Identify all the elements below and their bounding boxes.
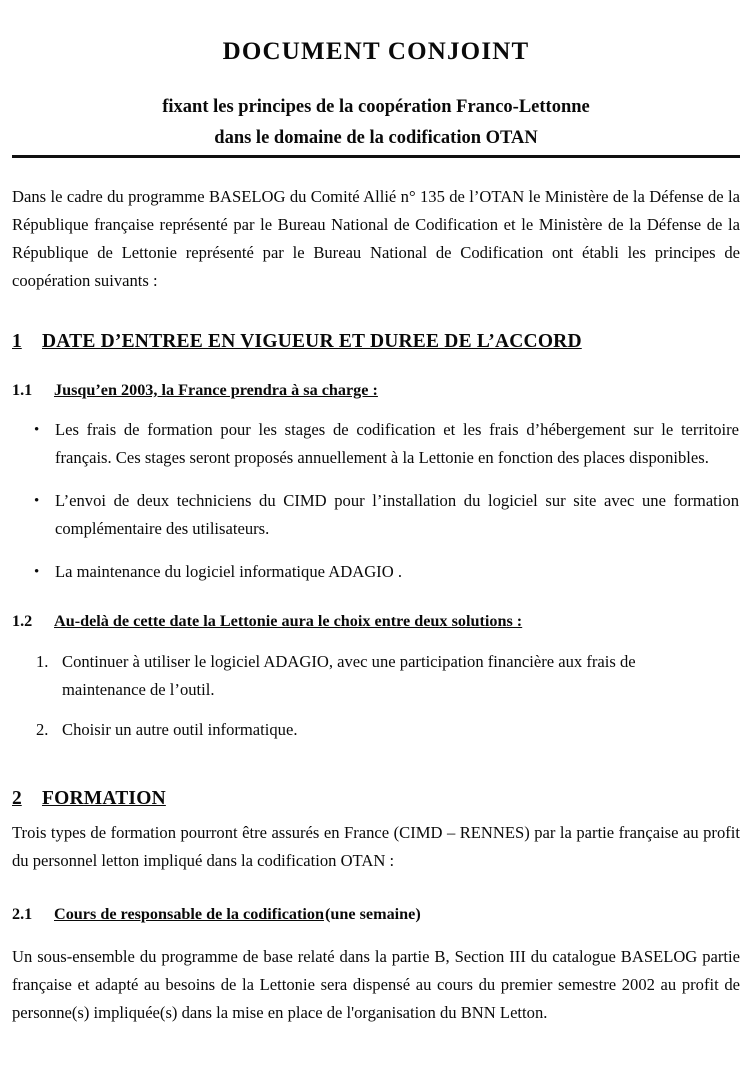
section-1-title: DATE D’ENTREE EN VIGUEUR ET DUREE DE L’ACCORD (42, 331, 582, 352)
section-2-1-title: Cours de responsable de la codification (54, 905, 324, 923)
page-title: DOCUMENT CONJOINT (222, 38, 530, 65)
bullet-icon: • (34, 564, 40, 580)
section-2-heading (12, 744, 740, 810)
section-2-number: 2 (12, 788, 22, 809)
list-item-text: Continuer à utiliser le logiciel ADAGIO, avec une participation financière aux frais de maintenance de l’outil. (62, 652, 636, 699)
list-item-number: 1. (36, 652, 49, 671)
section-1-2-number: 1.2 (12, 612, 33, 630)
section-2-1-paragraph: Un sous-ensemble du programme de base relaté dans la partie B, Section III du catalogue BASELOG partie française et adapté au besoins de la Lettonie sera dispensé au cours du premier semestre 2002 au profit de personne(s) impliquée(s) dans la mise en place de l'organisation du BNN Letton. (12, 947, 740, 1022)
document-body (12, 0, 740, 148)
list-item-text: Choisir un autre outil informatique. (62, 720, 298, 739)
list-item (12, 716, 740, 744)
section-2-1-heading (12, 875, 740, 924)
section-1-2-heading (12, 586, 740, 631)
section-2-title: FORMATION (42, 788, 166, 809)
bullet-icon: • (34, 493, 40, 509)
list-item (12, 416, 740, 487)
section-1-1-heading (12, 353, 740, 400)
list-item (12, 487, 740, 558)
section-1-number: 1 (12, 331, 22, 352)
section-1-1-title: Jusqu’en 2003, la France prendra à sa charge : (54, 381, 378, 399)
list-item-number: 2. (36, 720, 49, 739)
bullet-icon: • (34, 422, 40, 438)
section-2-lead-paragraph: Trois types de formation pourront être assurés en France (CIMD – RENNES) par la partie française au profit du personnel letton impliqué dans la codification OTAN : (12, 823, 740, 870)
intro-paragraph: Dans le cadre du programme BASELOG du Comité Allié n° 135 de l’OTAN le Ministère de la Défense de la République française représenté par le Bureau National de Codification et le Ministère de la Défense de la République de Lettonie représenté par le Bureau National de Codification ont établi les principes de coopération suivants : (12, 187, 740, 290)
list-item (12, 648, 740, 716)
document-subtitle-line-2: dans le domaine de la codification OTAN (214, 128, 538, 148)
section-1-1-number: 1.1 (12, 381, 33, 399)
section-1-heading (12, 295, 740, 353)
document-content (12, 155, 740, 1027)
section-2-1-title-suffix: (une semaine) (324, 905, 421, 923)
document-subtitle-line-1: fixant les principes de la coopération Franco-Lettonne (162, 96, 590, 117)
section-1-1-bullet-list (12, 400, 740, 586)
section-1-2-numbered-list (12, 631, 740, 744)
section-2-1-number: 2.1 (12, 905, 33, 923)
section-1-2-title: Au-delà de cette date la Lettonie aura le choix entre deux solutions : (54, 612, 523, 630)
list-item-text: Les frais de formation pour les stages de codification et les frais d’hébergement sur le territoire français. Ces stages seront proposés annuellement à la Lettonie en fonction des places disponibles. (55, 420, 739, 467)
list-item (12, 558, 740, 586)
list-item-text: L’envoi de deux techniciens du CIMD pour l’installation du logiciel sur site avec une formation complémentaire des utilisateurs. (55, 491, 739, 538)
list-item-text: La maintenance du logiciel informatique ADAGIO . (55, 562, 402, 581)
